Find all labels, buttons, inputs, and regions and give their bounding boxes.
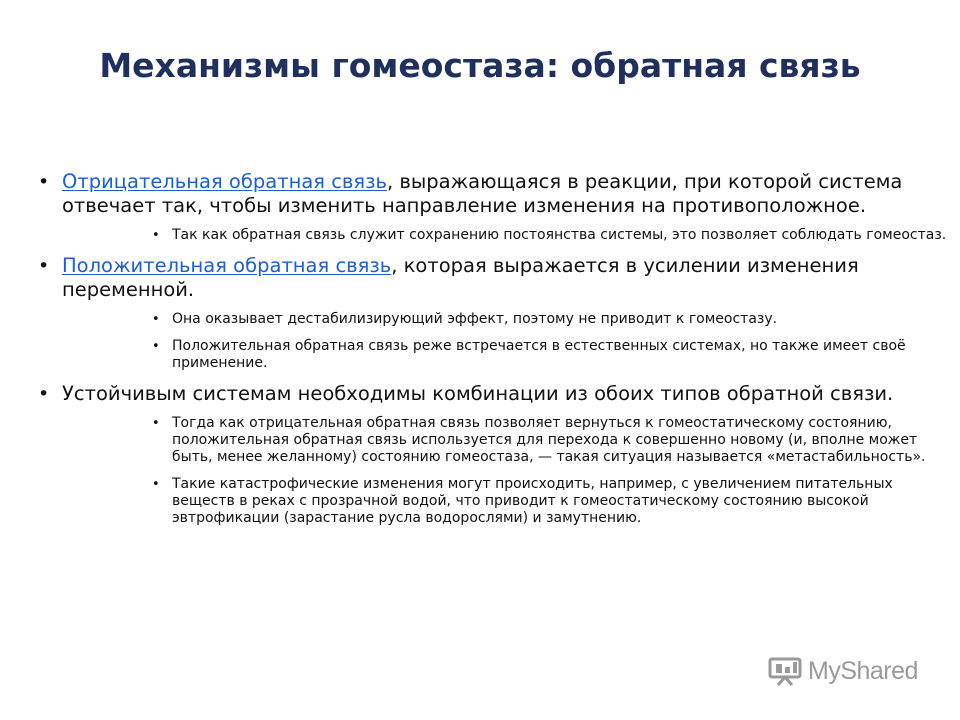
logo-text: MyShared (808, 656, 918, 685)
bullet-item-positive-feedback (38, 254, 950, 302)
sub-bullet-item (146, 227, 950, 244)
bullet-marker: • (152, 339, 160, 354)
bullet-marker: • (38, 255, 50, 277)
bullet-text: Устойчивым системам необходимы комбинации из обоих типов обратной связи. (62, 382, 894, 405)
slide-content (38, 170, 950, 537)
bullet-marker: • (38, 383, 50, 405)
sub-bullet-text: Такие катастрофические изменения могут происходить, например, с увеличением питательных веществ в реках с прозрачной водой, что приводит к гомеостатическому состоянию высокой эвтрофикации (зарастание русла водорослями) и замутнению. (172, 476, 893, 526)
bullet-text: , выражающаяся в реакции, при которой система отвечает так, чтобы изменить направление изменения на противоположное. (62, 170, 903, 217)
link-positive-feedback[interactable]: Положительная обратная связь (62, 254, 392, 277)
sub-bullet-item (146, 311, 950, 328)
sub-bullet-item (146, 415, 950, 466)
sub-bullet-text: Так как обратная связь служит сохранению постоянства системы, это позволяет соблюдать гомеостаз. (172, 227, 947, 243)
bullet-marker: • (152, 312, 160, 327)
bullet-item-stable-systems (38, 382, 950, 406)
link-negative-feedback[interactable]: Отрицательная обратная связь (62, 170, 387, 193)
bullet-marker: • (152, 228, 160, 243)
sub-bullet-item (146, 338, 950, 372)
presentation-board-icon (768, 656, 802, 686)
sub-bullet-text: Тогда как отрицательная обратная связь позволяет вернуться к гомеостатическому состоянию, положительная обратная связь используется для перехода к совершенно новому (и, вполне может быть, менее желанному) состоянию гомеостаза, — такая ситуация называется «метастабильность». (172, 415, 926, 465)
sub-bullet-item (146, 476, 950, 527)
slide-title: Механизмы гомеостаза: обратная связь (99, 46, 861, 85)
myshared-logo (768, 656, 918, 686)
bullet-item-negative-feedback (38, 170, 950, 218)
bullet-marker: • (38, 171, 50, 193)
bullet-text: , которая выражается в усилении изменения переменной. (62, 254, 859, 301)
bullet-marker: • (152, 477, 160, 492)
sub-bullet-text: Она оказывает дестабилизирующий эффект, поэтому не приводит к гомеостазу. (172, 311, 778, 327)
sub-bullet-text: Положительная обратная связь реже встречается в естественных системах, но также имеет своё применение. (172, 338, 906, 371)
bullet-marker: • (152, 416, 160, 431)
